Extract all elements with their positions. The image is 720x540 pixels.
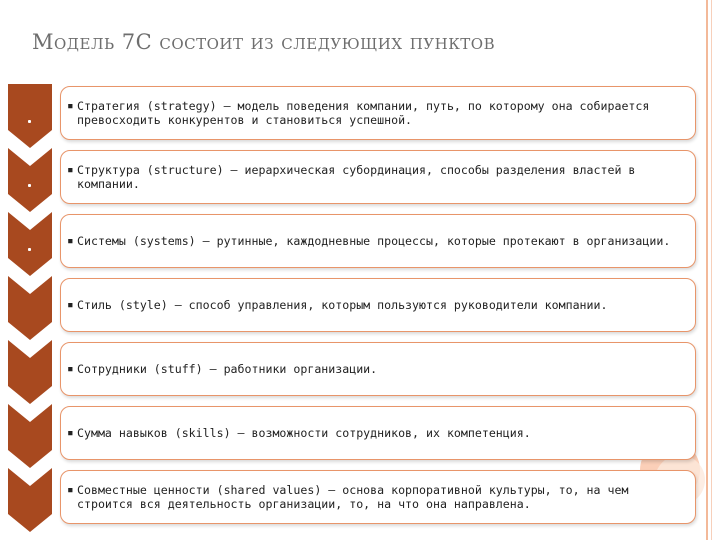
chevron-dot	[28, 120, 31, 123]
list-item-box	[60, 150, 696, 204]
list-item	[0, 84, 720, 148]
list-item-box	[60, 406, 696, 460]
chevron-arrow	[6, 276, 56, 340]
bullet-icon: ▪	[67, 362, 74, 375]
list-item	[0, 148, 720, 212]
bullet-icon: ▪	[67, 483, 74, 496]
chevron-arrow	[6, 468, 56, 532]
chevron-arrow	[6, 340, 56, 404]
list-item	[0, 340, 720, 404]
list-item-text: Стиль (style) – способ управления, которым пользуются руководители компании.	[77, 298, 608, 312]
bullet-icon: ▪	[67, 99, 74, 112]
list-item-box	[60, 278, 696, 332]
list-item-text: Сумма навыков (skills) – возможности сотрудников, их компетенция.	[77, 426, 531, 440]
chevron-dot	[28, 248, 31, 251]
chevron-arrow	[6, 84, 56, 148]
list-item	[0, 468, 720, 532]
bullet-icon: ▪	[67, 426, 74, 439]
bullet-icon: ▪	[67, 234, 74, 247]
list-item-text: Стратегия (strategy) – модель поведения компании, путь, по которому она собирается превосходить конкурентов и становиться успешной.	[77, 99, 650, 127]
list-item-text: Структура (structure) – иерархическая субординация, способы разделения властей в компании.	[77, 163, 636, 191]
list-item-text: Совместные ценности (shared values) – основа корпоративной культуры, то, на чем строится вся деятельность организации, то, на что она направлена.	[77, 483, 629, 511]
list-item-box	[60, 342, 696, 396]
bullet-icon: ▪	[67, 163, 74, 176]
chevron-arrow	[6, 148, 56, 212]
list-item	[0, 212, 720, 276]
list-item-box	[60, 470, 696, 524]
chevron-arrow	[6, 404, 56, 468]
list-item-text: Системы (systems) – рутинные, каждодневные процессы, которые протекают в организации.	[77, 234, 671, 248]
list-item-box	[60, 214, 696, 268]
list-item-box	[60, 86, 696, 140]
list-item	[0, 276, 720, 340]
list-item	[0, 404, 720, 468]
bullet-icon: ▪	[67, 298, 74, 311]
slide-title: Модель 7С состоит из следующих пунктов	[32, 30, 496, 54]
chevron-arrow	[6, 212, 56, 276]
list-item-text: Сотрудники (stuff) – работники организации.	[77, 362, 378, 376]
chevron-dot	[28, 184, 31, 187]
